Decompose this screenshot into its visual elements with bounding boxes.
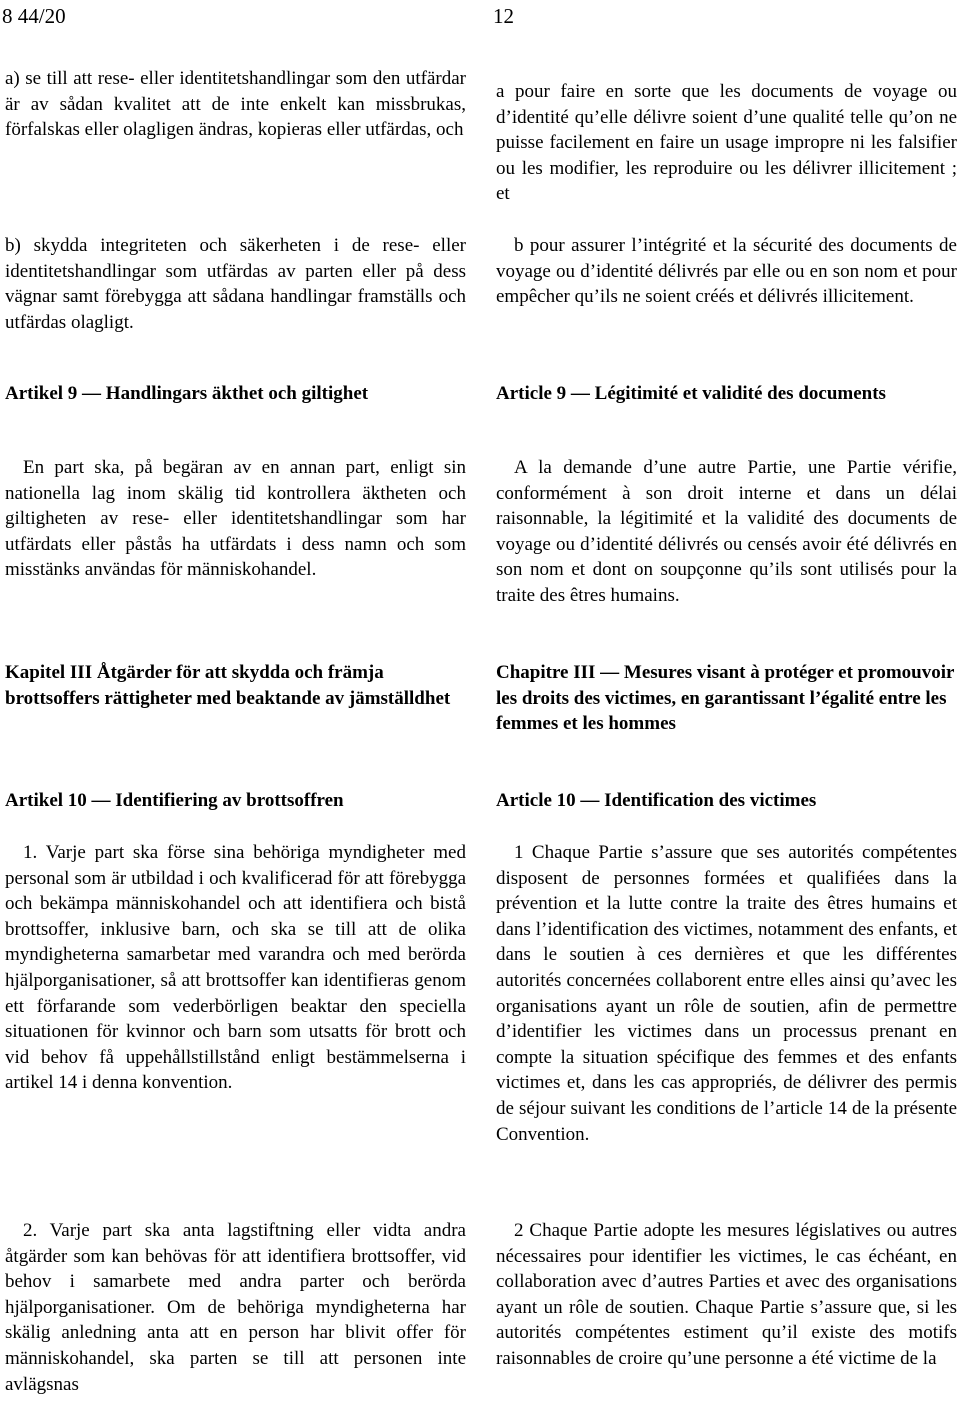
fr-paragraph-b: b pour assurer l’intégrité et la sécurité des documents de voyage ou d’identité délivrés par elle ou en son nom et pour empêcher qu’ils ne soient créés et délivrés illicitement.	[496, 235, 957, 308]
fr-paragraph-a: a pour faire en sorte que les documents de voyage ou d’identité qu’elle délivre soient d’une qualité telle qu’on ne puisse facilement en faire un usage impropre ni les falsifier ou les modifier, les reproduire ou les délivrer illicitement ; et	[496, 81, 957, 205]
sv-article-9-text: En part ska, på begäran av en annan part, enligt sin nationella lag inom skälig tid kontrollera äktheten och giltigheten av rese- eller identitetshandlingar som har utfärdats eller påstås ha utfärdats i dess namn och som misstänks användas för människohandel.	[5, 457, 466, 581]
fr-article-9-text: A la demande d’une autre Partie, une Partie vérifie, conformément à son droit interne et dans un délai raisonnable, la légitimité et la validité des documents de voyage ou d’identité délivrés ou censés avoir été délivrés en son nom et dont on soupçonne qu’ils sont utilisés pour la traite des êtres humains.	[496, 457, 957, 606]
fr-article-10-paragraph-1: 1 Chaque Partie s’assure que ses autorités compétentes disposent de personnes formées et qualifiées dans la prévention et la lutte contre la traite des êtres humains et dans l’identification des victimes, notamment des enfants, et dans le soutien à ces dernières et que les différentes autorités concernées collaborent entre elles ainsi qu’avec les organisations ayant un rôle de soutien, afin de permettre d’identifier les victimes dans un processus prenant en compte la situation spécifique des femmes et des enfants victimes et, dans les cas appropriés, de délivrer des permis de séjour suivant les conditions de l’article 14 de la présente Convention.	[496, 842, 957, 1145]
fr-article-10-heading: Article 10 — Identification des victimes	[496, 790, 817, 811]
sv-article-9-heading: Artikel 9 — Handlingars äkthet och giltighet	[5, 383, 369, 404]
sv-article-10-paragraph-1: 1. Varje part ska förse sina behöriga myndigheter med personal som är utbildad i och kvalificerad för att förebygga och bekämpa människohandel och att identifiera och bistå brottsoffer, inklusive barn, och ska se till att de olika myndigheterna samarbetar med varandra och med berörda hjälporganisationer, så att brottsoffer kan identifieras genom ett förfarande som vederbörligen beaktar den speciella situationen för kvinnor och barn som utsatts för brott och vid behov få uppehållstillstånd enligt bestämmelserna i artikel 14 i denna konvention.	[5, 842, 466, 1094]
fr-article-9-heading: Article 9 — Légitimité et validité des documents	[496, 383, 886, 404]
fr-chapter-3-heading: Chapitre III — Mesures visant à protéger et promouvoir les droits des victimes, en garantissant l’égalité entre les femmes et les hommes	[496, 662, 955, 735]
page-number: 12	[493, 4, 514, 28]
page-header	[0, 4, 960, 34]
fr-article-10-paragraph-2: 2 Chaque Partie adopte les mesures législatives ou autres nécessaires pour identifier les victimes, le cas échéant, en collaboration avec d’autres Parties et avec des organisations ayant un rôle de soutien. Chaque Partie s’assure que, si les autorités compétentes estiment qu’il existe des motifs raisonnables de croire qu’une personne a été victime de la	[496, 1220, 957, 1369]
sv-chapter-3-heading: Kapitel III Åtgärder för att skydda och främja brottsoffers rättigheter med beaktande av jämställdhet	[5, 662, 451, 709]
sv-article-10-heading: Artikel 10 — Identifiering av brottsoffren	[5, 790, 344, 811]
sv-paragraph-a: a) se till att rese- eller identitetshandlingar som den utfärdar är av sådan kvalitet att de inte enkelt kan missbrukas, förfalskas eller olagligen ändras, kopieras eller utfärdas, och	[5, 68, 466, 141]
sv-article-10-paragraph-2: 2. Varje part ska anta lagstiftning eller vidta andra åtgärder som kan behövas för att identifiera brottsoffer, vid behov i samarbete med andra parter och berörda hjälporganisationer. Om de behöriga myndigheterna har skälig anledning anta att en person har blivit offer för människohandel, ska parten se till att personen inte avlägsnas	[5, 1220, 466, 1395]
sv-paragraph-b: b) skydda integriteten och säkerheten i de rese- eller identitetshandlingar som utfärdas av parten eller på dess vägnar samt förebygga att sådana handlingar framställs och utfärdas olagligt.	[5, 235, 466, 333]
document-reference: 8 44/20	[2, 4, 66, 28]
